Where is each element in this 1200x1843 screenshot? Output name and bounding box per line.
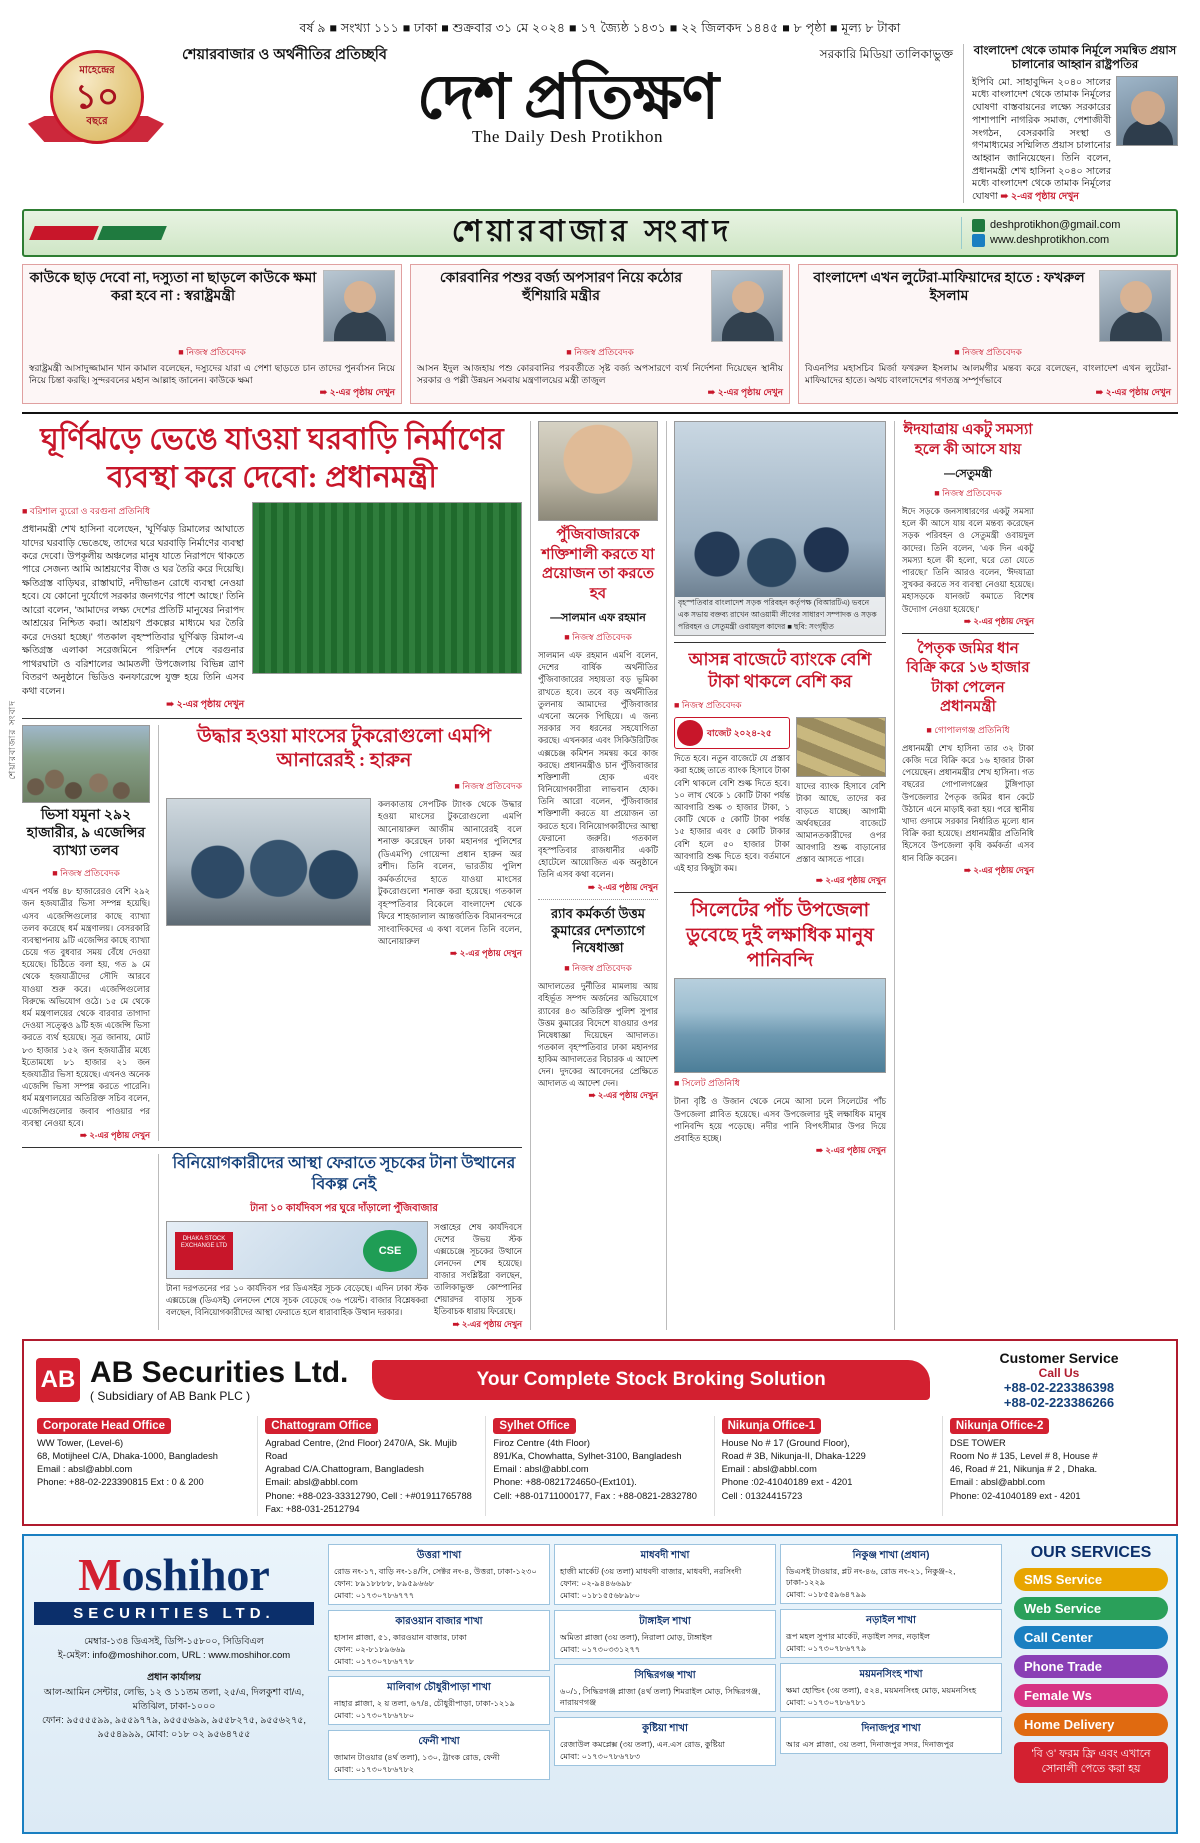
column-center [666,421,886,1330]
meat-headline[interactable]: উদ্ধার হওয়া মাংসের টুকরোগুলো এমপি আনারেরই : হারুন [197,725,491,772]
lead-headline[interactable]: ঘূর্ণিঝড়ে ভেঙে যাওয়া ঘরবাড়ি নির্মাণের ব্যবস্থা করে দেবো: প্রধানমন্ত্রী [40,423,504,494]
masthead [22,44,1178,203]
budget-badge-icon [677,720,703,746]
branch-card [554,1664,776,1712]
branch-line: ক্ষমা হোল্ডিং (৩য় তলা), ৫২৪, ময়মনসিংহ মোড়, ময়মনসিংহ [786,1686,977,1696]
branch-title: ফেনী শাখা [418,1736,460,1748]
moshihor-logo-initial: M [78,1548,122,1600]
branch-card [328,1676,550,1725]
col2-attribution: —সালমান এফ রহমান [550,612,646,625]
ab-cs-number-1[interactable]: +88-02-223386398 [1003,1379,1115,1395]
land-body: প্রধানমন্ত্রী শেখ হাসিনা তার ৩২ টাকা কেজি দরে বিক্রি করে ১৬ হাজার টাকা পেয়েছেন। প্রধানমন্ত্রীর শেখ হাসিনা। গত বছরের গোপালগঞ্জের টুঙ্গিপাড়া উপজেলার পৈতৃক জমির ধান কেটে উঠানে এনে মাড়াই করা হয়। পরে স্থানীয় খাদ্য গুদামে সরকার নির্ধারিত মূল্যে ধান বিক্রি করা হয়েছে। প্রধানমন্ত্রীর প্রতিনিধি হিসেবে উপজেলা কৃষি কর্মকর্তা এসব ধান বিক্রি করেন। [902,742,1034,863]
main-photo-caption: বৃহস্পতিবার বাংলাদেশ সড়ক পরিবহন কর্তৃপক্ষ (বিআরটিএ) ভবনে এক সভায় বক্তব্য রাখেন আওয়ামী লীগের সাধারণ সম্পাদক ও সড়ক পরিবহন ও সেতুমন্ত্রী ওবায়দুল কাদের [678,598,877,632]
ab-office-line: Phone :02-41040189 ext - 4201 [721,1477,853,1488]
service-home-delivery[interactable]: Home Delivery [1014,1713,1168,1736]
meat-body: কলকাতায় সেপটিক ট্যাংক থেকে উদ্ধার হওয়া মাংসের টুকরোগুলো এমপি আনোয়ারুল আজীম আনারেরই বলে শনাক্ত করেছেন ঢাকা মহানগর পুলিশের (ডিএমপি) গোয়েন্দা প্রধান হারুন অর রশীদ। তিনি বলেন, ভারতীয় পুলিশ কর্মকর্তাদের হাতে যাওয়া মাংসের টুকরোগুলো শনাক্ত করা হয়েছে। গতকাল বৃহস্পতিবার বিকেলে বাংলাদেশ থেকে ফিরে শাহজালাল আন্তর্জাতিক বিমানবন্দরে সাংবাদিকদের এ কথা বলেন তিনি বলেন, আনোয়ারুল [378,798,522,946]
land-headline[interactable]: পৈতৃক জমির ধান বিক্রি করে ১৬ হাজার টাকা পেলেন প্রধানমন্ত্রী [906,640,1030,716]
lead-continue[interactable]: ➠ ২-এর পৃষ্ঠায় দেখুন [166,699,244,710]
section-banner [22,209,1178,257]
teaser-continue[interactable]: ➠ ২-এর পৃষ্ঠায় দেখুন [319,386,395,397]
ab-office-line: Email : absl@abbl.com [37,1464,133,1475]
branch-line: হাজী মার্কেট (৩য় তলা) মাধবদী বাজার, মাধবদী, নরসিংদী [560,1566,742,1576]
rab-body: আদালতের দুর্নীতির মামলায় আয় বহির্ভূত সম্পদ অর্জনের অভিযোগে র‍্যাবের ৪৩ অতিরিক্ত পুলিশ সুপার উত্তম কুমারের বিদেশে যাওয়ার ওপর নিষেধাজ্ঞা দিয়েছেন আদালত। গতকাল বৃহস্পতিবার ঢাকা মহানগর হাকিম আদালতের বিচারক এ আদেশ দেন। দুদকের আবেদনের প্রেক্ষিতে আদালত এ আদেশ দেন। [538,981,658,1088]
anniversary-number: ১০ [74,78,120,116]
rab-headline[interactable]: র‍্যাব কর্মকর্তা উত্তম কুমারের দেশত্যাগে নিষেধাজ্ঞা [550,905,645,955]
ab-office-line: Road # 3B, Nikunja-II, Dhaka-1229 [721,1450,866,1461]
branch-line: মোবা: ০১৭৩০৭৮৬৭৮০ [334,1711,415,1721]
masthead-side-story [963,44,1178,203]
branch-card [780,1609,1002,1658]
branch-card [554,1544,776,1605]
ab-office-line: Email : absl@abbl.com [949,1477,1046,1488]
teaser-headline: কোরবানির পশুর বর্জ্য অপসারণ নিয়ে কঠোর হুঁশিয়ারি মন্ত্রীর [439,270,683,304]
ab-office-line: Agrabad C/A.Chattogram, Bangladesh [265,1464,424,1475]
branch-title: নড়াইল শাখা [866,1615,916,1627]
rab-byline: ■ নিজস্ব প্রতিবেদক [564,963,632,974]
teaser-continue[interactable]: ➠ ২-এর পৃষ্ঠায় দেখুন [1095,386,1171,397]
branch-title: টাঙ্গাইল শাখা [639,1616,691,1628]
ab-office-line: Fax: +88-031-2512794 [265,1503,360,1514]
ab-cs-number-2[interactable]: +88-02-223386266 [1003,1394,1115,1410]
teaser-headline: কাউকে ছাড় দেবো না, দস্যুতা না ছাড়লে কাউকে ক্ষমা করা হবে না : স্বরাষ্ট্রমন্ত্রী [29,270,317,304]
side-story-body: ইপিবি মো. সাহাবুদ্দিন ২০৪০ সালের মধ্যে বাংলাদেশ থেকে তামাক নির্মূলের ঘোষণা বাস্তবায়নের লক্ষ্যে সরকারের পাশাপাশি নাগরিক সমাজ, পেশাজীবী সংগঠন, বেসরকারি সংস্থা ও গণমাধ্যমের সম্মিলিত প্রয়াস চালানোর আহ্বান জানিয়েছেন। তিনি বলেন, প্রধানমন্ত্রী শেখ হাসিনা ২০৪০ সালের মধ্যে বাংলাদেশ থেকে তামাক নির্মূলের ঘোষণা [972,75,1111,201]
globe-icon [972,234,985,247]
newspaper-logo-en: The Daily Desh Protikhon [472,127,663,147]
moshihor-services [1006,1536,1176,1832]
dse-cse-logos: DHAKA STOCK EXCHANGE LTD CSE [166,1221,428,1279]
land-byline: ■ গোপালগঞ্জ প্রতিনিধি [926,724,1010,735]
col2-continue[interactable]: ➠ ২-এর পৃষ্ঠায় দেখুন [587,881,658,892]
free-form-badge: 'বি ও' ফরম ফ্রি এবং এখানে সোনালী পেতে করা হয় [1014,1742,1168,1783]
branch-line: রোড নং-১৭, বাড়ি নং-১৪/সি, সেক্টর নং-৪, উত্তরা, ঢাকা-১২৩০ [334,1566,537,1576]
masthead-kicker-right: সরকারি মিডিয়া তালিকাভুক্ত [819,47,953,61]
visa-byline: ■ নিজস্ব প্রতিবেদক [52,868,120,879]
visa-body: এখন পর্যন্ত ৪৮ হাজারেরও বেশি ২৯২ জন হজযাত্রীর ভিসা সম্পন্ন হয়েছি। এসব এজেন্সিগুলোর কাছে ব্যাখ্যা তলব করেছে ধর্ম মন্ত্রণালয়। বেসরকারি ব্যবস্থাপনায় ৯টি এজেন্সির কাছে ব্যাখ্যা চেয়ে গত বুধবার সময় বেঁধে দেওয়া হয়েছে। চিঠিতে বলা হয়, গত ৯ মে থেকে হজযাত্রীদের সৌদি আরবে যাওয়া শুরু করে। এজেন্সিগুলোর বিরুদ্ধে অভিযোগ ওঠে। ১৫ মে থেকে ধর্ম মন্ত্রণালয়ের থেকে বারবার তাগাদা দেওয়া সত্ত্বেও ৯টি হজ এজেন্সি ভিসা করতে ব্যর্থ হয়েছে। সূত্র জানায়, মোট ৮৩ হাজার ১৫২ জন হজযাত্রীর মধ্যে ইতোমধ্যে ৮১ হাজার ২১ জন হজযাত্রীর ভিসা হয়েছে। এখনও অনেক এজেন্সি ভিসা সম্পন্ন করতে পারেনি। ধর্ম মন্ত্রণালয়ের অতিরিক্ত সচিব বলেন, এজেন্সিগুলোর জবাব পাওয়ার পর ব্যবস্থা নেওয়া হবে। [22,886,150,1128]
branch-line: রেজাউল কমপ্লেক্স (৩য় তলা), এন.এস রোড, কুষ্টিয়া [560,1740,726,1750]
branch-line: মোবা: ০১৭৩০৭৮৬৭৭৮ [334,1657,415,1667]
ab-office-line: WW Tower, (Level-6) [37,1437,124,1448]
ab-office-line: Firoz Centre (4th Floor) [493,1437,591,1448]
ab-office-line: Phone: +88-0821724650-(Ext101). [493,1477,637,1488]
branch-line: ফোন: ০২-৮১৮৯৬৬৯ [334,1645,406,1655]
lead-photo [252,502,522,674]
teaser-headline: বাংলাদেশ এখন লুটেরা-মাফিয়াদের হাতে : ফখরুল ইসলাম [813,270,1085,304]
branch-line: ফোন: ৮৯১৮৮৮৮, ৮৯৫৯৬৬৮ [334,1578,435,1588]
ab-office-line: House No # 17 (Ground Floor), [721,1437,850,1448]
eid-byline: ■ নিজস্ব প্রতিবেদক [934,488,1002,499]
teaser-body: আসন ইদুল আজহায় পশু কোরবানির পরবর্তীতে সৃষ্ট বর্জ্য অপসারণে ব্যর্থ নির্দেশনা দিয়েছেন স্থানীয় সরকার ও পল্লী উন্নয়ন সমবায় মন্ত্রণালয়ের মন্ত্রী তাজুল [417,362,783,385]
flag-stripe-green [97,226,167,240]
invest-headline[interactable]: বিনিয়োগকারীদের আস্থা ফেরাতে সূচকের টানা উত্থানের বিকল্প নেই [172,1155,516,1193]
anniversary-years: বছরে [86,116,108,127]
main-photo-credit: ■ ছবি: সংগৃহীত [787,622,834,632]
branch-line: ফোন: ০২-৯৪৪৬৬৯৮ [560,1578,632,1588]
branch-line: ডিএসই টাওয়ার, প্লট নং-৪৬, রোড নং-২১, নিকুঞ্জ-২, ঢাকা-১২২৯ [786,1566,956,1587]
service-call-center[interactable]: Call Center [1014,1626,1168,1649]
rab-continue[interactable]: ➠ ২-এর পৃষ্ঠায় দেখুন [588,1089,658,1100]
branch-card [328,1610,550,1671]
visa-headline[interactable]: ভিসা যমুনা ২৯২ হাজারীর, ৯ এজেন্সির ব্যাখ্যা তলব [26,807,146,859]
branch-title: মালিবাগ চৌধুরীপাড়া শাখা [387,1682,491,1694]
branch-title: নিকুঞ্জ শাখা (প্রধান) [852,1549,930,1561]
invest-body2: সপ্তাহের শেষ কার্যদিবসে দেশের উভয় স্টক এক্সচেঞ্জে সূচকের উত্থানে লেনদেন শেষ হয়েছে। বাজার সংশ্লিষ্টরা বলছেন, তালিকাভুক্ত কোম্পানির শেয়ারদর বাড়ায় সূচক ইতিবাচক ধারায় ফিরেছে। [434,1221,522,1316]
vertical-section-strip: শেয়ারবাজার সংবাদ [7,700,17,780]
president-photo [1116,76,1178,146]
ab-office-title: Corporate Head Office [37,1418,171,1434]
branch-line: মোবা: ০১৮১৫৫৬৮৯৮০ [560,1591,641,1601]
teaser-card[interactable] [410,264,790,404]
newspaper-logo-bn: দেশ প্রতিক্ষণ [416,64,719,132]
moshihor-brand-block [24,1536,324,1832]
branch-line: আর এস প্লাজা, ৩য় তলা, দিনাজপুর সদর, দিনাজপুর [786,1740,954,1750]
teaser-card[interactable] [798,264,1178,404]
sylhet-photo [674,978,886,1073]
anniversary-small-text: মাহেন্দ্রের [79,65,115,76]
budget-byline: ■ নিজস্ব প্রতিবেদক [674,700,742,711]
services-heading: OUR SERVICES [1030,1543,1152,1561]
teaser-photo [1099,270,1171,342]
budget-body2: দিতে হবে। নতুন বাজেটে যে প্রস্তাব করা হচ্ছে তাতে ব্যাংক হিসাবে টাকা বেশি থাকলে বেশি শুল্ক দিতে হবে। ১০ লাখ থেকে ১ কোটি টাকা পর্যন্ত আবগারি শুল্ক ৩ হাজার টাকা, ১ কোটি থেকে ৫ কোটি টাকা পর্যন্ত ১৫ হাজার এবং ৫ কোটি টাকার বেশি হলে ৫০ হাজার টাকা আবগারি শুল্ক দিতে হবে। বর্তমানে এই হার কিছুটা কম। [674,753,790,873]
main-content [22,412,1178,1330]
issue-info-line: বর্ষ ৯ ■ সংখ্যা ১১১ ■ ঢাকা ■ শুক্রবার ৩১ মে ২০২৪ ■ ১৭ জ্যৈষ্ঠ ১৪৩১ ■ ২২ জিলকদ ১৪৪৫ ■ ৮ পৃষ্ঠা ■ মূল্য ৮ টাকা [299,21,901,35]
ab-tagline: Your Complete Stock Broking Solution [372,1360,930,1400]
branch-line: হাসান প্লাজা, ৫১, কারওয়ান বাজার, ঢাকা [334,1633,467,1643]
col2-byline: ■ নিজস্ব প্রতিবেদক [564,632,632,643]
moshihor-ho-title: প্রধান কার্যালয় [147,1672,201,1684]
branch-card [780,1544,1002,1604]
col2-body: সালমান এফ রহমান এমপি বলেন, দেশের বার্ষিক অর্থনীতির পুঁজিবাজারের সহায়তা বড় ভূমিকা রাখতে হবে। তবে বড় অর্থনীতির তুলনায় আমাদের পুঁজিবাজার এখনো অনেক পিছিয়ে। এ জন্য সরকার সব ধরনের সহযোগিতা করছে। এখনকার এবং সিকিউরিটিজ এক্সচেঞ্জ কমিশন সমন্বয় করে কাজ করছে। প্রধানমন্ত্রীও চান পুঁজিবাজার শক্তিশালী হোক এবং বিনিয়োগকারীরা লাভবান হোক। তিনি আরো বলেন, পুঁজিবাজার শক্তিশালী করতে যা প্রয়োজন তা করতে হবে। বিনিয়োগকারীদের আস্থা ফেরানো জরুরি। গতকাল বৃহস্পতিবার রাজধানীর একটি হোটেলে আয়োজিত এক অনুষ্ঠানে তিনি এসব কথা বলেন। [538,650,658,880]
column-salman [530,421,658,1330]
branch-line: জামান টাওয়ার (৪র্থ তলা), ১৩০, ট্রাংক রোড, ফেনী [334,1753,500,1763]
meat-byline: ■ নিজস্ব প্রতিবেদক [454,780,522,791]
contact-block [961,217,1176,249]
masthead-kicker-left: শেয়ারবাজার ও অর্থনীতির প্রতিচ্ছবি [182,47,387,63]
sylhet-body: টানা বৃষ্টি ও উজান থেকে নেমে আসা ঢলে সিলেটের পাঁচ উপজেলা প্লাবিত হয়েছে। এসব উপজেলার দুই লক্ষাধিক মানুষ পানিবন্দি হয়ে পড়েছে। নদীর পানি বিপৎসীমার উপর দিয়ে প্রবাহিত হচ্ছে। [674,1096,886,1143]
branch-card [780,1717,1002,1754]
ab-customer-service [954,1350,1164,1410]
eid-attribution: —সেতুমন্ত্রী [944,468,992,481]
branch-title: দিনাজপুর শাখা [861,1723,921,1735]
ab-office-title: Sylhet Office [493,1418,575,1434]
branch-card [554,1717,776,1766]
ab-office [485,1416,713,1516]
section-banner-title: শেয়ারবাজার সংবাদ [451,215,734,249]
land-continue[interactable]: ➠ ২-এর পৃষ্ঠায় দেখুন [963,864,1034,875]
sylhet-headline[interactable]: সিলেটের পাঁচ উপজেলা ডুবেছে দুই লক্ষাধিক মানুষ পানিবন্দি [686,900,874,971]
service-sms[interactable]: SMS Service [1014,1568,1168,1591]
column-lead [22,421,522,1330]
ad-moshihor-securities[interactable] [22,1534,1178,1834]
eid-continue[interactable]: ➠ ২-এর পৃষ্ঠায় দেখুন [963,615,1034,626]
teaser-body: বিএনপির মহাসচিব মির্জা ফখরুল ইসলাম আলমগীর মন্তব্য করে বলেছেন, বাংলাদেশ এখন লুটেরা-মাফিয়াদের হাতে। অথচ বাংলাদেশের গণতন্ত্র সম্পূর্ণভাবে [805,362,1171,385]
visa-continue[interactable]: ➠ ২-এর পৃষ্ঠায় দেখুন [79,1129,150,1140]
ab-office-line: 68, Motijheel C/A, Dhaka-1000, Bangladesh [37,1450,218,1461]
col2-headline[interactable]: পুঁজিবাজারকে শক্তিশালী করতে যা প্রয়োজন তা করতে হব [541,527,655,602]
branch-line: নাহার প্লাজা, ২ য় তলা, ৬৭/৪, চৌধুরীপাড়া, ঢাকা-১২১৯ [334,1699,515,1709]
ab-office [942,1416,1170,1516]
branch-line: মোবা: ০১৮৫৫৯৬৪৭৯৯ [786,1590,867,1600]
branch-title: মাধবদী শাখা [640,1549,690,1561]
teaser-body: স্বরাষ্ট্রমন্ত্রী আসাদুজ্জামান খান কামাল বলেছেন, দস্যুদের যারা এ পেশা ছাড়তে চান তাদের পুনর্বাসন নিয়ে নিয়ে চিন্তা করছি। সুন্দরবনের মহান আল্লাহ জানেন। কাউকে ক্ষমা [29,362,395,385]
side-story-headline: বাংলাদেশ থেকে তামাক নির্মূলে সমন্বিত প্রয়াস চালানোর আহ্বান রাষ্ট্রপতির [973,45,1177,72]
service-web[interactable]: Web Service [1014,1597,1168,1620]
moshihor-ho-line: ৯৫৫৪৯৯৯, মোবা: ০১৮ ০২ ৯৫৬৪৭৫৫ [97,1729,251,1741]
contact-website[interactable]: www.deshprotikhon.com [990,234,1110,247]
sylhet-byline: ■ সিলেট প্রতিনিধি [674,1078,740,1089]
teaser-byline: ■ নিজস্ব প্রতিবেদক [954,346,1022,357]
branch-line: মোবা: ০১৭৩০৭৮৬৭৭৯ [786,1644,867,1654]
ab-office-line: Phone: +88-02-223390815 Ext : 0 & 200 [37,1477,204,1488]
ab-office-line: 46, Road # 21, Nikunja # 2 , Dhaka. [949,1464,1098,1475]
branch-card [328,1544,550,1605]
ab-office-title: Nikunja Office-2 [950,1418,1050,1434]
branch-title: কুষ্টিয়া শাখা [642,1723,688,1735]
budget-headline[interactable]: আসন্ন বাজেটে ব্যাংকে বেশি টাকা থাকলে বেশি কর [688,650,872,692]
side-story-continue: ➠ ২-এর পৃষ্ঠায় দেখুন [1000,189,1079,201]
branch-line: ৬০/১, সিদ্ধিরগঞ্জ প্লাজা (৪র্থ তলা) শিমরাইল মোড়, সিদ্ধিরগঞ্জ, নারায়ণগঞ্জ [560,1687,761,1708]
ad-ab-securities[interactable] [22,1339,1178,1526]
budget-body: যাদের ব্যাংক হিসাবে বেশি টাকা আছে, তাদের কর বাড়তে যাচ্ছে। আগামী অর্থবছরের বাজেটে আমানতকারীদের ওপর আবগারি শুল্ক বাড়ানোর প্রস্তাব আসতে পারে। [796,781,886,865]
ab-office [714,1416,942,1516]
main-photo [674,421,886,636]
ab-office-line: Email : absl@abbl.com [493,1464,589,1475]
moshihor-ho-line: ফোন: ৯৫৫৫৫৯৯, ৯৫৫৯৭৭৯, ৯৫৫৫৬৯৯, ৯৫৫৮২৭৫, ৯৫৫৬২৭৫, [41,1715,307,1727]
ab-office-line: Cell: +88-01711000177, Fax : +88-0821-2832780 [493,1490,697,1501]
branch-line: অমিতা প্লাজা (৩য় তলা), নিরালা মোড়, টাঙ্গাইল [560,1633,713,1643]
lead-byline: ■ বরিশাল ব্যুরো ও বরগুনা প্রতিনিধি [22,506,151,517]
branch-card [780,1663,1002,1712]
ab-office-title: Nikunja Office-1 [722,1418,822,1434]
service-female-ws[interactable]: Female Ws [1014,1684,1168,1707]
budget-photo [796,717,886,777]
ab-office [30,1416,257,1516]
anniversary-badge [22,44,172,164]
branch-line: রূপ মহল সুপার মার্কেট, নড়াইল সদর, নড়াইল [786,1632,931,1642]
ab-office [257,1416,485,1516]
moshihor-subtitle: SECURITIES LTD. [34,1602,314,1625]
invest-subhead: টানা ১০ কার্যদিবস পর ঘুরে দাঁড়ালো পুঁজিবাজার [250,1202,438,1214]
teaser-photo [711,270,783,342]
ab-office-line: DSE TOWER [949,1437,1006,1448]
ab-logo-icon: AB [36,1358,80,1402]
flag-artwork [24,211,224,255]
moshihor-ho-line: আল-আমিন সেন্টার, লেভি, ১২ ও ১১তম তলা, ২৫/এ, দিলকুশা বা/এ, মতিঝিল, ঢাকা-১০০০ [43,1686,305,1712]
email-icon [972,219,985,232]
teaser-byline: ■ নিজস্ব প্রতিবেদক [566,346,634,357]
eid-body: ঈদে সড়কে জনসাধারণের একটু সমস্যা হলে কী আসে যায় বলে মন্তব্য করেছেন সড়ক পরিবহন ও সেতুমন্ত্রী ওবায়দুল কাদের। তিনি বলেন, 'এক দিন একটু সমস্যা হলে কী হলো, ঘরে তো যেতে পারছে।' তিনি আরও বলেন, 'ঈদযাত্রা সুখকর করতে সব ব্যবস্থা নেওয়া হয়েছে। মহাসড়কে যানজট কমাতে বিশেষ উদ্যোগ নেওয়া হয়েছে।' [902,506,1034,614]
ab-company-sub: ( Subsidiary of AB Bank PLC ) [90,1388,251,1403]
branch-line: মোবা: ০১৭৩০৩৩১২৭৭ [560,1645,641,1655]
service-phone-trade[interactable]: Phone Trade [1014,1655,1168,1678]
moshihor-logo [34,1548,314,1600]
budget-continue[interactable]: ➠ ২-এর পৃষ্ঠায় দেখুন [815,875,886,886]
lead-body: প্রধানমন্ত্রী শেখ হাসিনা বলেছেন, 'ঘূর্ণিঝড় রিমালের আঘাতে যাদের ঘরবাড়ি ভেঙেছে, তাদের ঘরে ঘরবাড়ি নির্মাণের ব্যবস্থা করে দেবো। উপকূলীয় অঞ্চলের মানুষ যাতে নিরাপদে থাকতে পারে সেজন্য আমি আশ্রয়ণের বীজ ও ঘর তৈরি করে দিয়েছি। ক্ষতিগ্রস্ত বাড়িঘর, রাস্তাঘাট, নদীভাঙন রোধে ব্যবস্থা নেওয়া হবে। যে কোনো দুর্যোগে সরকার জনগণের পাশে আছে।' তিনি আরো বলেন, 'আমাদের লক্ষ্য দেশের প্রতিটি মানুষের নিরাপদ আশ্রয়ের নিশ্চিত করা। আশ্রয়ণ প্রকল্পের মাধ্যমে ঘর তৈরি করে দেওয়া হচ্ছে।' গতকাল বৃহস্পতিবার ঘূর্ণিঝড় রিমাল-এ ক্ষতিগ্রস্ত এলাকা সরেজমিনে পরিদর্শন শেষে বরগুনার পাথরঘাটা ও বরিশালের আমতলী উপজেলায় বিভিন্ন ত্রাণ বিতরণ অনুষ্ঠানে ভিডিও কনফারেন্সে যুক্ত হয়ে তিনি এসব কথা বলেন। [22,524,244,696]
moshihor-email[interactable]: ই-মেইল: info@moshihor.com, URL : www.moshihor.com [57,1650,291,1662]
ab-cs-call: Call Us [1038,1365,1080,1380]
ab-office-title: Chattogram Office [265,1418,377,1434]
salman-photo [538,421,658,521]
ab-office-line: 891/Ka, Chowhatta, Sylhet-3100, Bangladesh [493,1450,682,1461]
ab-company-name: AB Securities Ltd. [90,1356,349,1390]
ab-office-line: Phone: +88-023-33312790, Cell : +#01911765788 [265,1490,472,1501]
invest-continue[interactable]: ➠ ২-এর পৃষ্ঠায় দেখুন [452,1318,522,1329]
branch-title: উত্তরা শাখা [416,1549,462,1561]
branch-title: সিদ্ধিরগঞ্জ শাখা [634,1670,696,1682]
invest-story [158,1154,522,1330]
moshihor-branch-grid [324,1536,1006,1832]
meat-story [158,725,522,1142]
budget-badge-label: বাজেট ২০২৪-২৫ [707,728,772,739]
teaser-byline: ■ নিজস্ব প্রতিবেদক [178,346,246,357]
visa-photo [22,725,150,803]
branch-line: মোবা: ০১৭৩০৭৮৬৭৮২ [334,1765,415,1775]
ab-office-line: Email : absl@abbl.com [721,1464,817,1475]
branch-card [328,1730,550,1779]
teaser-continue[interactable]: ➠ ২-এর পৃষ্ঠায় দেখুন [707,386,783,397]
teaser-card[interactable] [22,264,402,404]
ab-office-line: Cell : 01324415723 [721,1490,803,1501]
ab-office-line: Email: absl@abbl.com [265,1477,358,1488]
branch-card [554,1610,776,1659]
ab-office-line: Room No # 135, Level # 8, House # [949,1450,1098,1461]
ab-office-line: Agrabad Centre, (2nd Floor) 2470/A, Sk. Mujib Road [265,1437,457,1461]
ab-cs-heading: Customer Service [999,1349,1119,1366]
branch-line: মোবা: ০১৭৩০৭৮৬৭৮১ [786,1698,867,1708]
contact-email[interactable]: deshprotikhon@gmail.com [990,219,1121,232]
branch-line: মোবা: ০১৭৩০৭৮৬৭৭৭ [334,1591,415,1601]
teaser-row [22,264,1178,404]
teaser-photo [323,270,395,342]
moshihor-logo-rest: oshihor [121,1548,270,1600]
flag-stripe-red [29,226,99,240]
branch-title: ময়মনসিংহ শাখা [859,1669,923,1681]
meat-continue[interactable]: ➠ ২-এর পৃষ্ঠায় দেখুন [450,948,522,959]
branch-title: কারওয়ান বাজার শাখা [395,1616,483,1628]
column-right [894,421,1034,1330]
title-block [178,44,957,147]
moshihor-registration: মেম্বার-১৩৪ ডিএসই, ডিপি-১৫৮০০, সিডিবিএল [84,1635,264,1647]
invest-body: টানা দরপতনের পর ১০ কার্যদিবস পর ডিএসইর সূচক বেড়েছে। এদিন ঢাকা স্টক এক্সচেঞ্জে (ডিএসই) লেনদেন শেষে সূচক বেড়েছে ৩৬ পয়েন্ট। বাজার বিশ্লেষকরা বলছেন, বিনিয়োগকারীদের আস্থা ফেরাতে হলে ধারাবাহিক উত্থান দরকার। [166,1282,428,1317]
eid-headline[interactable]: ঈদযাত্রায় একটু সমস্যা হলে কী আসে যায় [903,422,1033,458]
ab-office-line: Phone: 02-41040189 ext - 4201 [949,1490,1081,1501]
branch-line: মোবা: ০১৭৩০৭৮৬৭৮৩ [560,1752,641,1762]
sylhet-continue[interactable]: ➠ ২-এর পৃষ্ঠায় দেখুন [815,1145,886,1156]
meat-photo [166,798,371,926]
